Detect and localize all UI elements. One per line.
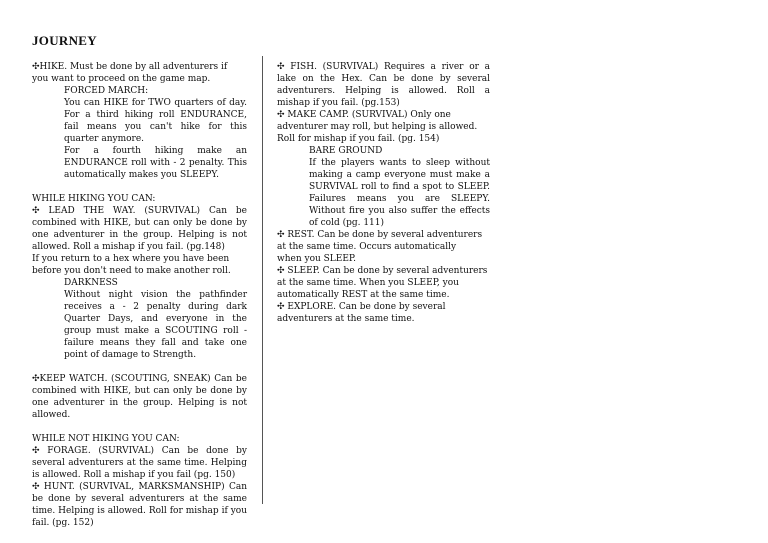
sleep-line-2: at the same time. When you SLEEP, you [277,278,459,288]
column-divider [262,56,263,504]
left-column [32,61,247,529]
rest-line-2: at the same time. Occurs automatically [277,242,457,252]
sleep-line-3: automatically REST at the same time. [277,290,450,300]
forced-march-heading: FORCED MARCH: [64,86,149,96]
forage-text: ✣ FORAGE. (SURVIVAL) Can be done by several adventurers at the same time. Helping is allowed. Roll a mishap if you fail (pg. 150) [32,446,247,480]
bare-ground-heading: BARE GROUND [309,146,383,156]
rest-line-1: ✣ REST. Can be done by several adventurers [277,230,483,240]
forced-march-text-1: You can HIKE for TWO quarters of day. For a third hiking roll ENDURANCE, fail means you can't hike for this quarter anymore. [64,98,247,144]
darkness-heading: DARKNESS [64,278,118,288]
while-hiking-heading: WHILE HIKING YOU CAN: [32,194,156,204]
hunt-text: ✣ HUNT. (SURVIVAL, MARKSMANSHIP) Can be done by several adventurers at the same time. Helping is allowed. Roll for mishap if you fail. (pg. 152) [32,482,247,528]
while-not-hiking-heading: WHILE NOT HIKING YOU CAN: [32,434,180,444]
return-hex-text: If you return to a hex where you have been before you don't need to make another roll. [32,254,231,276]
rest-line-3: when you SLEEP. [277,254,357,264]
lead-the-way-text: ✣ LEAD THE WAY. (SURVIVAL) Can be combined with HIKE, but can only be done by one adventurer in the group. Helping is not allowed. Roll a mishap if you fail. (pg.148) [32,206,247,252]
page-title: JOURNEY [32,33,97,48]
sleep-line-1: ✣ SLEEP. Can be done by several adventurers [277,266,488,276]
explore-text: ✣ EXPLORE. Can be done by several adventurers at the same time. [277,302,446,324]
right-column [277,61,490,325]
darkness-text: Without night vision the pathfinder receives a - 2 penalty during dark Quarter Days, and everyone in the group must make a SCOUTING roll - failure means they fall and take one point of damage to Strength. [64,290,247,360]
hike-line-1: ✣HIKE. Must be done by all adventurers if [32,62,228,72]
forced-march-text-2: For a fourth hiking make an ENDURANCE roll with - 2 penalty. This automatically makes you SLEEPY. [64,146,247,180]
bare-ground-text: If the players wants to sleep without making a camp everyone must make a SURVIVAL roll to find a spot to SLEEP. Failures means you are SLEEPY. Without fire you also suffer the effects of cold (pg. 111) [309,158,490,228]
make-camp-text: ✣ MAKE CAMP. (SURVIVAL) Only one adventurer may roll, but helping is allowed. Roll for mishap if you fail. (pg. 154) [277,110,478,144]
fish-text: ✣ FISH. (SURVIVAL) Requires a river or a lake on the Hex. Can be done by several adventurers. Helping is allowed. Roll a mishap if you fail. (pg.153) [277,62,490,108]
hike-line-2: you want to proceed on the game map. [32,74,211,84]
keep-watch-text: ✣KEEP WATCH. (SCOUTING, SNEAK) Can be combined with HIKE, but can only be done by one adventurer in the group. Helping is not allowed. [32,374,247,420]
